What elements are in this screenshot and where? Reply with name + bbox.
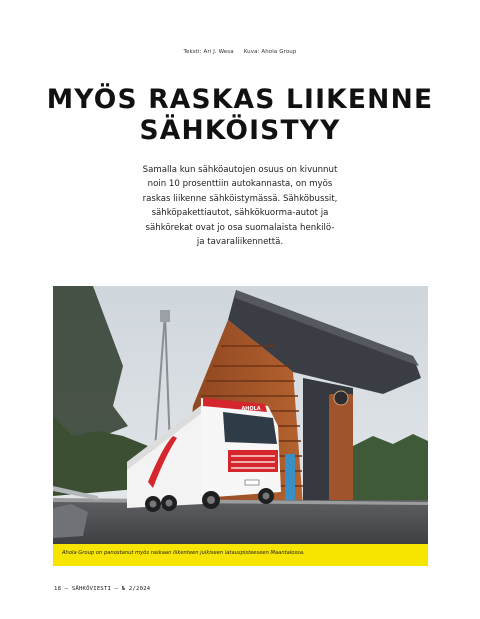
author-credit: Teksti: Ari J. Wesa bbox=[183, 49, 234, 55]
headline-line-1: MYÖS RASKAS LIIKENNE bbox=[46, 84, 434, 115]
truck-brand: AHOLA bbox=[241, 406, 261, 412]
lead-line: Samalla kun sähköautojen osuus on kivunnut bbox=[142, 165, 338, 175]
lead-paragraph bbox=[0, 163, 480, 249]
photo-caption: Ahola Group on panostanut myös raskaan liikenteen julkiseen latauspisteeseen Maantalossa. bbox=[62, 550, 305, 556]
page-folio: 18 — SÄHKÖVIESTI — № 2/2024 bbox=[54, 586, 151, 592]
charging-station-photo bbox=[53, 286, 428, 544]
headline-line-2: SÄHKÖISTYY bbox=[139, 115, 341, 146]
lead-line: ja tavaraliikennettä. bbox=[196, 237, 284, 248]
byline bbox=[0, 49, 480, 55]
photo-caption-bar bbox=[53, 544, 428, 566]
photo-credit: Kuva: Ahola Group bbox=[243, 49, 297, 55]
lead-line: noin 10 prosenttiin autokannasta, on myös bbox=[147, 179, 333, 190]
article-headline bbox=[0, 84, 480, 146]
lead-line: sähkörekat ovat jo osa suomalaista henkilö- bbox=[145, 222, 335, 233]
lead-line: raskas liikenne sähköistymässä. Sähköbussit, bbox=[142, 193, 338, 204]
lead-line: sähköpakettiautot, sähkökuorma-autot ja bbox=[151, 208, 329, 219]
